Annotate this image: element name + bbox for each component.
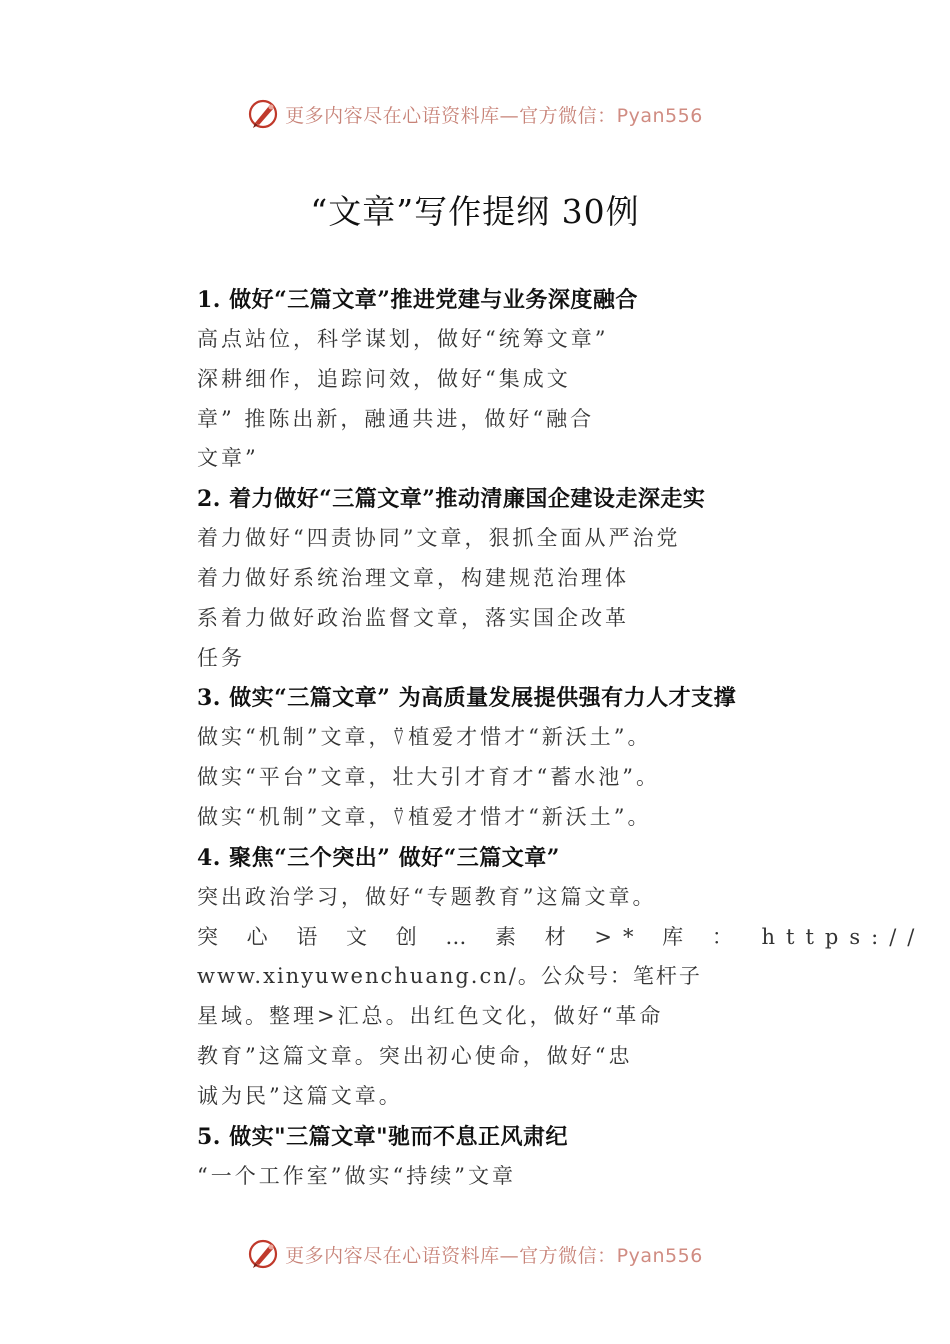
banner-prefix: 更多内容尽在心语资料库—官方微信：	[285, 104, 617, 127]
body-line: www.xinyuwenchuang.cn/。公众号：笔杆子	[197, 964, 702, 989]
banner-prefix: 更多内容尽在心语资料库—官方微信：	[285, 1244, 617, 1267]
body-line: 教育”这篇文章。突出初心使命，做好“忠	[197, 1043, 633, 1068]
body-line: 突 心 语 文 创 … 素 材 >* 库 ： https://	[197, 924, 926, 949]
body-line: 做实“机制”文章，⍢植爱才惜才“新沃土”。	[197, 725, 652, 750]
section-heading: 5. 做实"三篇文章"驰而不息正风肃纪	[197, 1123, 569, 1150]
section-heading: 4. 聚焦“三个突出” 做好“三篇文章”	[197, 844, 560, 871]
banner-wechat-id: Pyan556	[616, 1244, 703, 1267]
body-line: 诚为民”这篇文章。	[197, 1083, 403, 1108]
body-line: “一个工作室”做实“持续”文章	[197, 1163, 516, 1188]
body-line: 深耕细作，追踪问效，做好“集成文	[197, 366, 571, 391]
body-line: 星域。整理>汇总。出红色文化，做好“革命	[197, 1004, 664, 1029]
body-line: 文章”	[197, 446, 259, 471]
body-line: 做实“机制”文章，⍢植爱才惜才“新沃土”。	[197, 804, 652, 829]
body-line: 做实“平台”文章，壮大引才育才“蓄水池”。	[197, 765, 660, 790]
body-line: 突出政治学习，做好“专题教育”这篇文章。	[197, 884, 657, 909]
document-body	[197, 280, 926, 1196]
body-line: 系着力做好政治监督文章，落实国企改革	[197, 605, 629, 630]
body-line: 高点站位，科学谋划，做好“统筹文章”	[197, 327, 609, 351]
body-line: 着力做好系统治理文章，构建规范治理体	[197, 565, 629, 590]
banner-text	[285, 1241, 703, 1268]
body-line: 任务	[197, 645, 245, 670]
body-line: 章” 推陈出新，融通共进，做好“融合	[197, 406, 595, 431]
footer-banner	[0, 1232, 950, 1276]
banner-text	[285, 101, 703, 128]
body-line: 着力做好“四责协同”文章，狠抓全面从严治党	[197, 526, 681, 551]
pen-logo-icon	[247, 97, 281, 131]
pen-logo-icon	[247, 1237, 281, 1271]
document-title: “文章”写作提纲 30例	[310, 192, 640, 231]
section-heading: 3. 做实“三篇文章” 为高质量发展提供强有力人才支撑	[197, 685, 737, 712]
section-heading: 2. 着力做好“三篇文章”推动清廉国企建设走深走实	[197, 486, 706, 513]
banner-wechat-id: Pyan556	[616, 104, 703, 127]
section-heading: 1. 做好“三篇文章”推进党建与业务深度融合	[197, 287, 638, 313]
header-banner	[0, 92, 950, 136]
